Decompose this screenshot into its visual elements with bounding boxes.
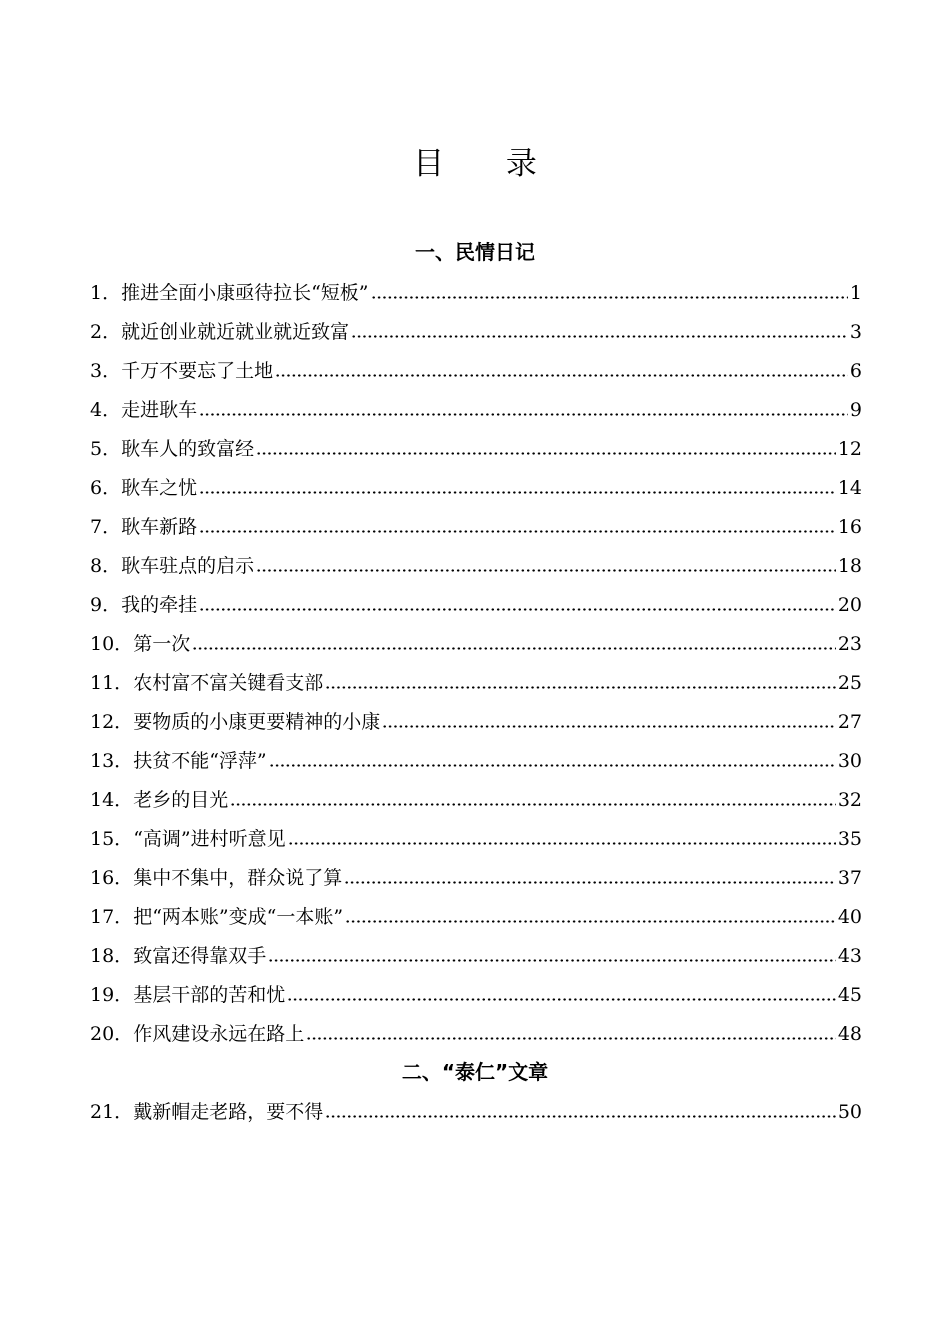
entry-page-number: 27 bbox=[837, 711, 862, 733]
dot-leader bbox=[256, 551, 836, 581]
toc-entry[interactable] bbox=[90, 668, 862, 698]
dot-leader bbox=[288, 824, 836, 854]
toc-entry[interactable] bbox=[90, 473, 862, 503]
dot-leader bbox=[382, 707, 836, 737]
entry-page-number: 9 bbox=[849, 399, 862, 421]
entry-page-number: 30 bbox=[837, 750, 862, 772]
toc-entry[interactable] bbox=[90, 317, 862, 347]
entry-number: 7． bbox=[90, 516, 122, 538]
entry-page-number: 14 bbox=[837, 477, 862, 499]
entry-number: 16． bbox=[90, 867, 134, 889]
entry-page-number: 18 bbox=[837, 555, 862, 577]
toc-entry[interactable] bbox=[90, 707, 862, 737]
toc-entry[interactable] bbox=[90, 512, 862, 542]
dot-leader bbox=[325, 1097, 836, 1127]
section-heading-2: 二、“泰仁”文章 bbox=[401, 1060, 549, 1084]
entry-number: 17． bbox=[90, 906, 134, 928]
dot-leader bbox=[344, 863, 836, 893]
entry-title: 走进耿车 bbox=[121, 399, 198, 421]
toc-entry[interactable] bbox=[90, 551, 862, 581]
entry-title: 就近创业就近就业就近致富 bbox=[121, 321, 350, 343]
dot-leader bbox=[325, 668, 836, 698]
entry-title: 作风建设永远在路上 bbox=[133, 1023, 305, 1045]
toc-title: 目 录 bbox=[413, 146, 563, 182]
dot-leader bbox=[269, 746, 836, 776]
entry-page-number: 12 bbox=[837, 438, 862, 460]
entry-title: 老乡的目光 bbox=[133, 789, 229, 811]
toc-entry[interactable] bbox=[90, 941, 862, 971]
entry-page-number: 35 bbox=[837, 828, 862, 850]
entry-title: “高调”进村听意见 bbox=[133, 828, 286, 850]
toc-entry[interactable] bbox=[90, 590, 862, 620]
entry-page-number: 40 bbox=[837, 906, 862, 928]
entry-number: 2． bbox=[90, 321, 122, 343]
dot-leader bbox=[275, 356, 848, 386]
entry-number: 11． bbox=[90, 672, 134, 694]
dot-leader bbox=[306, 1019, 836, 1049]
entry-number: 19． bbox=[90, 984, 134, 1006]
dot-leader bbox=[345, 902, 836, 932]
entry-number: 20． bbox=[90, 1023, 134, 1045]
toc-entry[interactable] bbox=[90, 395, 862, 425]
entry-title: 致富还得靠双手 bbox=[133, 945, 267, 967]
entry-page-number: 43 bbox=[837, 945, 862, 967]
toc-entry[interactable] bbox=[90, 434, 862, 464]
entry-page-number: 45 bbox=[837, 984, 862, 1006]
entry-title: 我的牵挂 bbox=[121, 594, 198, 616]
entry-page-number: 6 bbox=[849, 360, 862, 382]
toc-entry[interactable] bbox=[90, 785, 862, 815]
entry-page-number: 50 bbox=[837, 1101, 862, 1123]
toc-entry[interactable] bbox=[90, 356, 862, 386]
entry-number: 6． bbox=[90, 477, 122, 499]
entry-number: 12． bbox=[90, 711, 134, 733]
entry-title: 扶贫不能“浮萍” bbox=[133, 750, 267, 772]
toc-entry[interactable] bbox=[90, 1097, 862, 1127]
entry-page-number: 3 bbox=[849, 321, 862, 343]
entry-title: 耿车之忧 bbox=[121, 477, 198, 499]
entry-number: 8． bbox=[90, 555, 122, 577]
dot-leader bbox=[199, 473, 836, 503]
dot-leader bbox=[192, 629, 836, 659]
entry-page-number: 1 bbox=[849, 282, 862, 304]
entry-number: 9． bbox=[90, 594, 122, 616]
entry-number: 13． bbox=[90, 750, 134, 772]
entry-title: 把“两本账”变成“一本账” bbox=[133, 906, 344, 928]
dot-leader bbox=[268, 941, 836, 971]
entry-title: 耿车新路 bbox=[121, 516, 198, 538]
entry-number: 5． bbox=[90, 438, 122, 460]
entry-title: 千万不要忘了土地 bbox=[121, 360, 274, 382]
entry-number: 21． bbox=[90, 1101, 134, 1123]
entry-page-number: 20 bbox=[837, 594, 862, 616]
dot-leader bbox=[351, 317, 848, 347]
entry-title: 耿车人的致富经 bbox=[121, 438, 255, 460]
entry-number: 1． bbox=[90, 282, 122, 304]
entry-page-number: 25 bbox=[837, 672, 862, 694]
entry-number: 14． bbox=[90, 789, 134, 811]
dot-leader bbox=[230, 785, 836, 815]
entry-number: 15． bbox=[90, 828, 134, 850]
dot-leader bbox=[256, 434, 836, 464]
toc-entry[interactable] bbox=[90, 629, 862, 659]
entry-page-number: 32 bbox=[837, 789, 862, 811]
toc-entry[interactable] bbox=[90, 1019, 862, 1049]
entry-number: 4． bbox=[90, 399, 122, 421]
entry-page-number: 16 bbox=[837, 516, 862, 538]
dot-leader bbox=[287, 980, 836, 1010]
toc-entry[interactable] bbox=[90, 863, 862, 893]
entry-title: 要物质的小康更要精神的小康 bbox=[133, 711, 381, 733]
toc-entry[interactable] bbox=[90, 902, 862, 932]
entry-title: 集中不集中，群众说了算 bbox=[133, 867, 343, 889]
entry-title: 推进全面小康亟待拉长“短板” bbox=[121, 282, 369, 304]
dot-leader bbox=[199, 590, 836, 620]
dot-leader bbox=[199, 395, 848, 425]
section-heading-1: 一、民情日记 bbox=[415, 240, 535, 264]
entry-title: 戴新帽走老路，要不得 bbox=[133, 1101, 324, 1123]
entry-page-number: 23 bbox=[837, 633, 862, 655]
entry-title: 基层干部的苦和忧 bbox=[133, 984, 286, 1006]
entry-title: 第一次 bbox=[133, 633, 191, 655]
entry-page-number: 48 bbox=[837, 1023, 862, 1045]
toc-entry[interactable] bbox=[90, 980, 862, 1010]
toc-entry[interactable] bbox=[90, 746, 862, 776]
entry-title: 农村富不富关键看支部 bbox=[133, 672, 324, 694]
entry-page-number: 37 bbox=[837, 867, 862, 889]
toc-entry[interactable] bbox=[90, 824, 862, 854]
entry-title: 耿车驻点的启示 bbox=[121, 555, 255, 577]
toc-entry[interactable] bbox=[90, 278, 862, 308]
dot-leader bbox=[371, 278, 848, 308]
entry-number: 3． bbox=[90, 360, 122, 382]
dot-leader bbox=[199, 512, 836, 542]
entry-number: 10． bbox=[90, 633, 134, 655]
entry-number: 18． bbox=[90, 945, 134, 967]
